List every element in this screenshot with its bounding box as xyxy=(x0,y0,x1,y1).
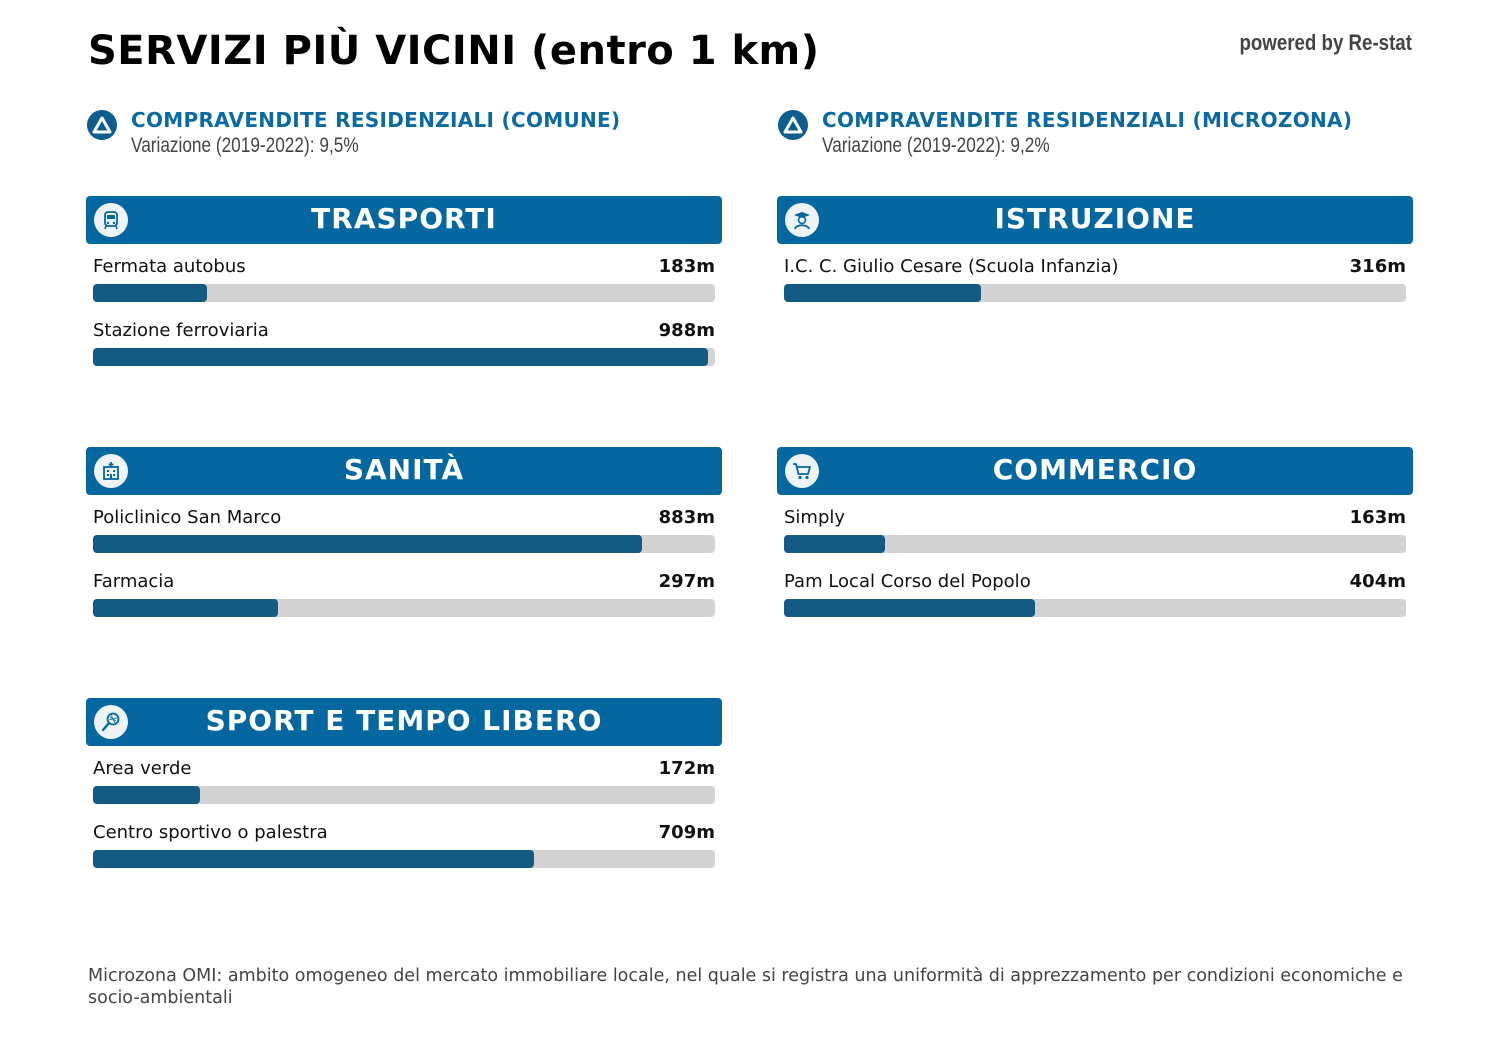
service-name: Simply xyxy=(784,507,846,528)
stat-title: COMPRAVENDITE RESIDENZIALI (MICROZONA) xyxy=(822,108,1353,132)
service-distance: 316m xyxy=(1349,256,1406,277)
panel-sanita xyxy=(86,447,722,623)
service-distance: 163m xyxy=(1349,507,1406,528)
distance-bar-track xyxy=(93,599,715,617)
service-distance: 183m xyxy=(658,256,715,277)
list-item xyxy=(784,495,1406,559)
list-item xyxy=(93,495,715,559)
stat-label: Variazione (2019-2022): xyxy=(822,134,1006,157)
stat-label: Variazione (2019-2022): xyxy=(131,134,315,157)
list-item xyxy=(784,244,1406,308)
panel-istruzione xyxy=(777,196,1413,308)
service-distance: 883m xyxy=(658,507,715,528)
panel-header xyxy=(86,196,722,244)
distance-bar-track xyxy=(93,348,715,366)
service-distance: 297m xyxy=(658,571,715,592)
panel-header xyxy=(86,447,722,495)
panel-title: COMMERCIO xyxy=(992,453,1198,486)
service-distance: 709m xyxy=(658,822,715,843)
panel-sport xyxy=(86,698,722,874)
panel-header xyxy=(777,447,1413,495)
panel-title: SANITÀ xyxy=(343,453,465,486)
list-item xyxy=(93,559,715,623)
panel-title: ISTRUZIONE xyxy=(994,202,1196,235)
service-name: Pam Local Corso del Popolo xyxy=(784,571,1031,592)
stat-variation xyxy=(822,134,1050,158)
distance-bar-track xyxy=(784,535,1406,553)
footnote: Microzona OMI: ambito omogeneo del mercato immobiliare locale, nel quale si registra una uniformità di apprezzamento per condizioni economiche e socio-ambientali xyxy=(88,966,1403,1008)
page-title: SERVIZI PIÙ VICINI (entro 1 km) xyxy=(88,28,820,74)
distance-bar-track xyxy=(784,284,1406,302)
panel-commercio xyxy=(777,447,1413,623)
stat-title: COMPRAVENDITE RESIDENZIALI (COMUNE) xyxy=(131,108,621,132)
panel-title: TRASPORTI xyxy=(311,202,497,235)
distance-bar-fill xyxy=(784,535,885,553)
distance-bar-fill xyxy=(784,599,1035,617)
distance-bar-track xyxy=(93,284,715,302)
stat-value: 9,5% xyxy=(319,134,359,157)
list-item xyxy=(93,308,715,372)
panel-header xyxy=(86,698,722,746)
list-item xyxy=(93,244,715,308)
distance-bar-fill xyxy=(93,786,200,804)
distance-bar-fill xyxy=(93,599,278,617)
distance-bar-track xyxy=(93,535,715,553)
panel-title: SPORT E TEMPO LIBERO xyxy=(205,704,603,737)
list-item xyxy=(784,559,1406,623)
list-item xyxy=(93,810,715,874)
distance-bar-fill xyxy=(93,348,708,366)
triangle-up-icon xyxy=(778,110,808,140)
distance-bar-fill xyxy=(93,535,642,553)
service-distance: 988m xyxy=(658,320,715,341)
service-name: Centro sportivo o palestra xyxy=(93,822,328,843)
stat-value: 9,2% xyxy=(1010,134,1050,157)
service-name: Area verde xyxy=(93,758,192,779)
triangle-up-icon xyxy=(87,110,117,140)
distance-bar-track xyxy=(93,786,715,804)
distance-bar-fill xyxy=(784,284,981,302)
panel-header xyxy=(777,196,1413,244)
service-distance: 172m xyxy=(658,758,715,779)
powered-by-label: powered by Re-stat xyxy=(1239,30,1412,55)
service-name: Policlinico San Marco xyxy=(93,507,282,528)
distance-bar-track xyxy=(93,850,715,868)
service-name: Farmacia xyxy=(93,571,175,592)
service-name: Fermata autobus xyxy=(93,256,246,277)
service-distance: 404m xyxy=(1349,571,1406,592)
service-name: Stazione ferroviaria xyxy=(93,320,269,341)
distance-bar-track xyxy=(784,599,1406,617)
panel-trasporti xyxy=(86,196,722,372)
distance-bar-fill xyxy=(93,850,534,868)
distance-bar-fill xyxy=(93,284,207,302)
stat-variation xyxy=(131,134,359,158)
list-item xyxy=(93,746,715,810)
service-name: I.C. C. Giulio Cesare (Scuola Infanzia) xyxy=(784,256,1119,277)
